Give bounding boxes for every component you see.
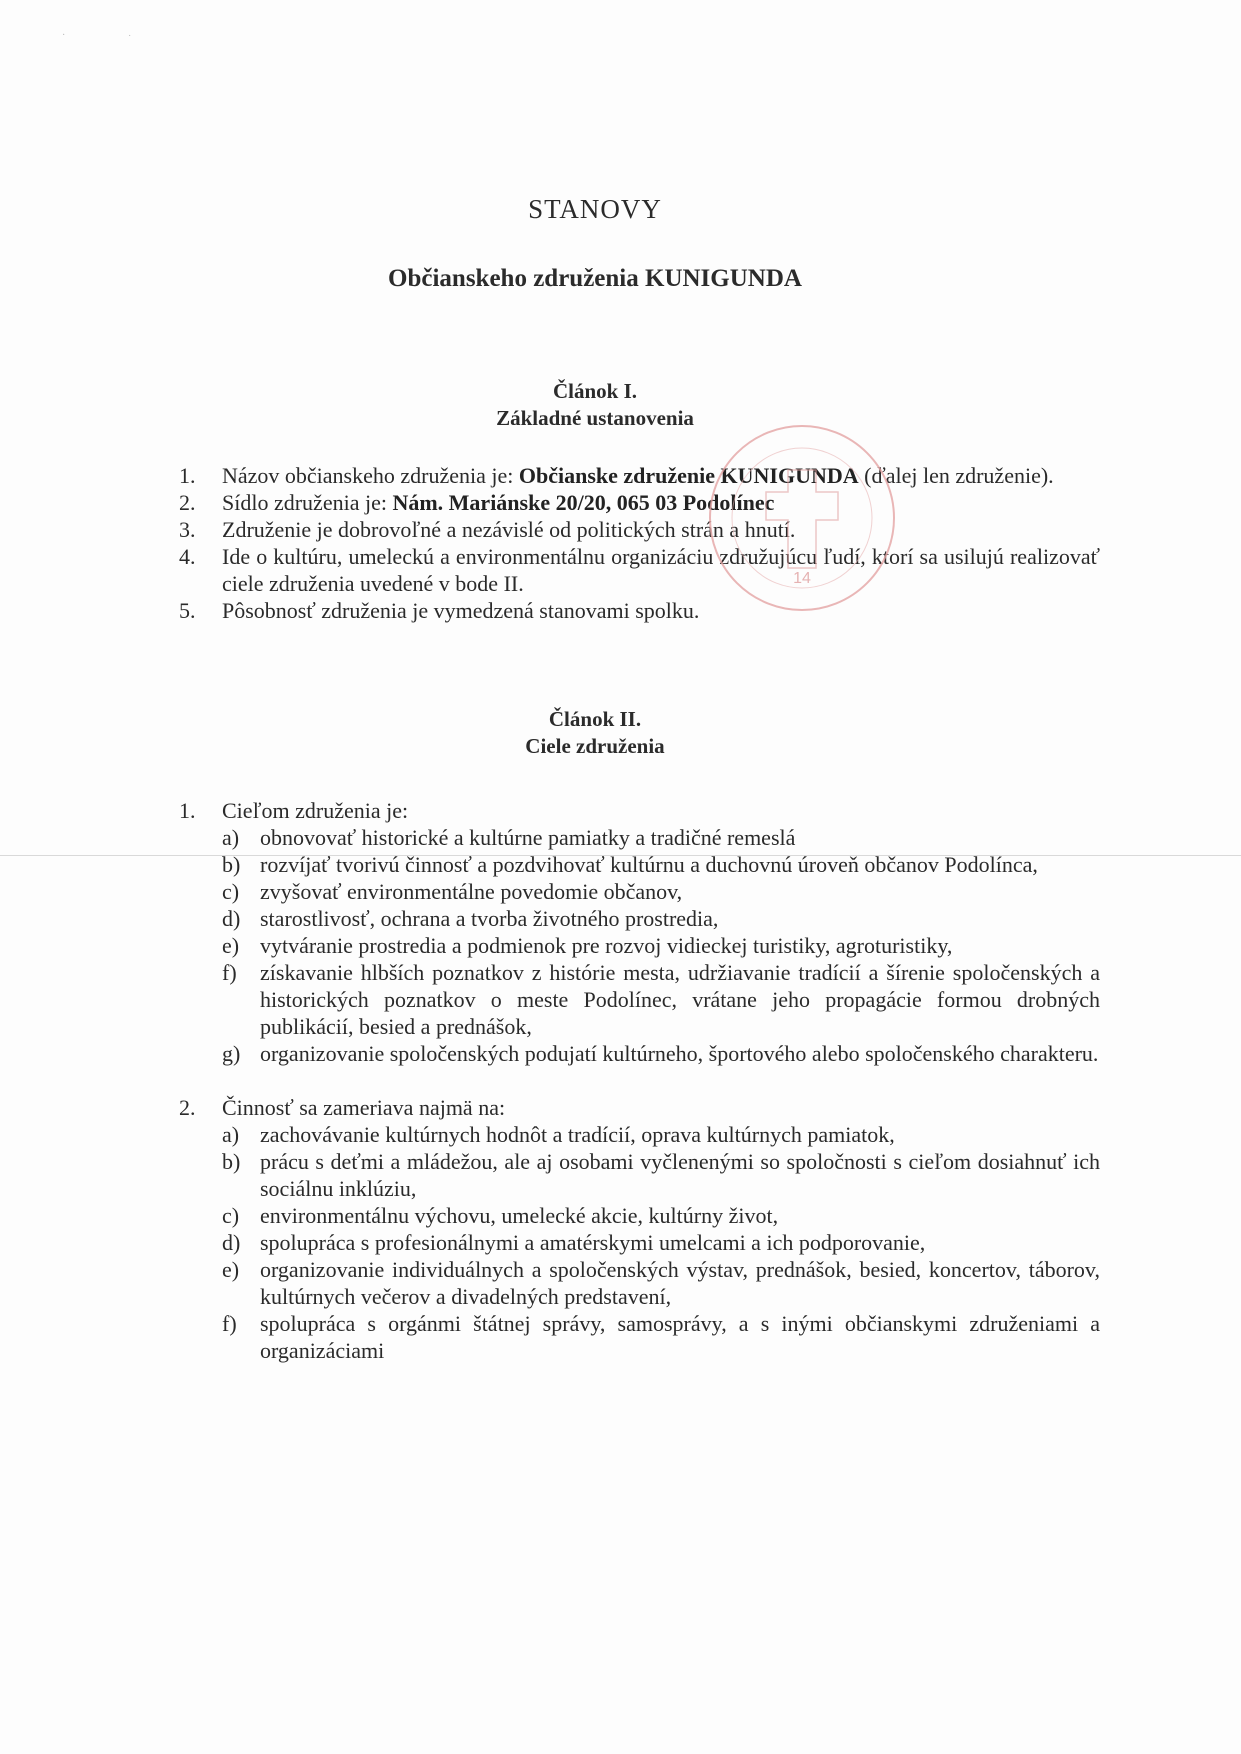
item-text-tail: (ďalej len združenie). [858, 463, 1054, 488]
list-item [168, 1094, 1100, 1364]
item-text: zachovávanie kultúrnych hodnôt a tradícií, oprava kultúrnych pamiatok, [260, 1122, 895, 1147]
list-item [168, 543, 1100, 597]
item-letter: b) [222, 852, 241, 877]
document-subtitle: Občianskeho združenia KUNIGUNDA [388, 265, 802, 292]
item-letter: g) [222, 1041, 241, 1066]
item-number: 4. [179, 544, 196, 569]
item-text: získavanie hlbších poznatkov z histórie mesta, udržiavanie tradícií a šírenie spoločenských a historických poznatkov o meste Podolínec, vrátane jeho propagácie formou drobných publikácií, besied a prednášok, [260, 960, 1100, 1039]
sublist-item [222, 1202, 1100, 1229]
item-number: 2. [179, 490, 196, 515]
item-number: 1. [179, 798, 196, 823]
item-text: Ide o kultúru, umeleckú a environmentálnu organizáciu združujúcu ľudí, ktorí sa usilujú realizovať ciele združenia uvedené v bode II. [222, 544, 1100, 596]
article-name: Základné ustanovenia [496, 406, 694, 430]
item-text: Názov občianskeho združenia je: [222, 463, 519, 488]
sublist-item [222, 932, 1100, 959]
item-number: 3. [179, 517, 196, 542]
item-text: Združenie je dobrovoľné a nezávislé od politických strán a hnutí. [222, 517, 796, 542]
item-letter: a) [222, 825, 240, 850]
item-bold-text: Občianske združenie KUNIGUNDA [518, 463, 859, 488]
list-item [168, 489, 1100, 516]
group-intro: Cieľom združenia je: [222, 798, 409, 823]
item-text: prácu s deťmi a mládežou, ale aj osobami vyčlenenými so spoločnosti s cieľom dosiahnuť ich sociálnu inklúziu, [260, 1149, 1100, 1201]
article-2-heading [0, 706, 1190, 760]
item-letter: d) [222, 906, 241, 931]
scan-speck: · [62, 30, 66, 41]
item-letter: c) [222, 879, 240, 904]
sublist-item [222, 1121, 1100, 1148]
sublist [222, 824, 1100, 1067]
item-text: vytváranie prostredia a podmienok pre rozvoj vidieckej turistiky, agroturistiky, [260, 933, 953, 958]
article-1-list [168, 462, 1100, 624]
item-text: organizovanie spoločenských podujatí kultúrneho, športového alebo spoločenského charakteru. [260, 1041, 1099, 1066]
svg-text:14: 14 [793, 570, 811, 587]
item-letter: d) [222, 1230, 241, 1255]
sublist-item [222, 1310, 1100, 1364]
article-name: Ciele združenia [525, 734, 665, 758]
sublist-item [222, 1148, 1100, 1202]
item-text: spolupráca s profesionálnymi a amatérskymi umelcami a ich podporovanie, [260, 1230, 926, 1255]
item-letter: e) [222, 1257, 240, 1282]
article-1-heading [0, 378, 1190, 432]
document-title: STANOVY [528, 194, 662, 224]
sublist-item [222, 851, 1100, 878]
item-bold-text: Nám. Mariánske 20/20, 065 03 Podolínec [392, 490, 775, 515]
list-item [168, 516, 1100, 543]
item-text: zvyšovať environmentálne povedomie občanov, [260, 879, 683, 904]
sublist-item [222, 878, 1100, 905]
item-text: environmentálnu výchovu, umelecké akcie, kultúrny život, [260, 1203, 779, 1228]
round-stamp [692, 408, 912, 628]
item-number: 5. [179, 598, 196, 623]
spacer [168, 1067, 1100, 1094]
item-number: 2. [179, 1095, 196, 1120]
article-2-list [168, 797, 1100, 1364]
item-text: organizovanie individuálnych a spoločenských výstav, prednášok, besied, koncertov, táborov, kultúrnych večerov a divadelných predstavení, [260, 1257, 1100, 1309]
item-text: rozvíjať tvorivú činnosť a pozdvihovať kultúrnu a duchovnú úroveň občanov Podolínca, [260, 852, 1038, 877]
sublist-item [222, 959, 1100, 1040]
item-letter: f) [222, 960, 237, 985]
sublist-item [222, 1040, 1100, 1067]
sublist-item [222, 824, 1100, 851]
item-text: obnovovať historické a kultúrne pamiatky a tradičné remeslá [260, 825, 796, 850]
item-letter: b) [222, 1149, 241, 1174]
list-item [168, 597, 1100, 624]
item-number: 1. [179, 463, 196, 488]
list-item [168, 797, 1100, 1067]
item-letter: f) [222, 1311, 237, 1336]
scan-speck: ˙ [128, 34, 132, 45]
item-letter: a) [222, 1122, 240, 1147]
item-text: Sídlo združenia je: [222, 490, 393, 515]
list-item [168, 462, 1100, 489]
sublist-item [222, 1256, 1100, 1310]
article-number: Článok I. [552, 379, 638, 403]
sublist [222, 1121, 1100, 1364]
item-letter: e) [222, 933, 240, 958]
item-text: Pôsobnosť združenia je vymedzená stanovami spolku. [222, 598, 700, 623]
item-letter: c) [222, 1203, 240, 1228]
item-text: spolupráca s orgánmi štátnej správy, samosprávy, a s inými občianskymi združeniami a organizáciami [260, 1311, 1100, 1363]
article-number: Článok II. [548, 707, 642, 731]
sublist-item [222, 905, 1100, 932]
group-intro: Činnosť sa zameriava najmä na: [222, 1095, 506, 1120]
sublist-item [222, 1229, 1100, 1256]
item-text: starostlivosť, ochrana a tvorba životného prostredia, [260, 906, 719, 931]
